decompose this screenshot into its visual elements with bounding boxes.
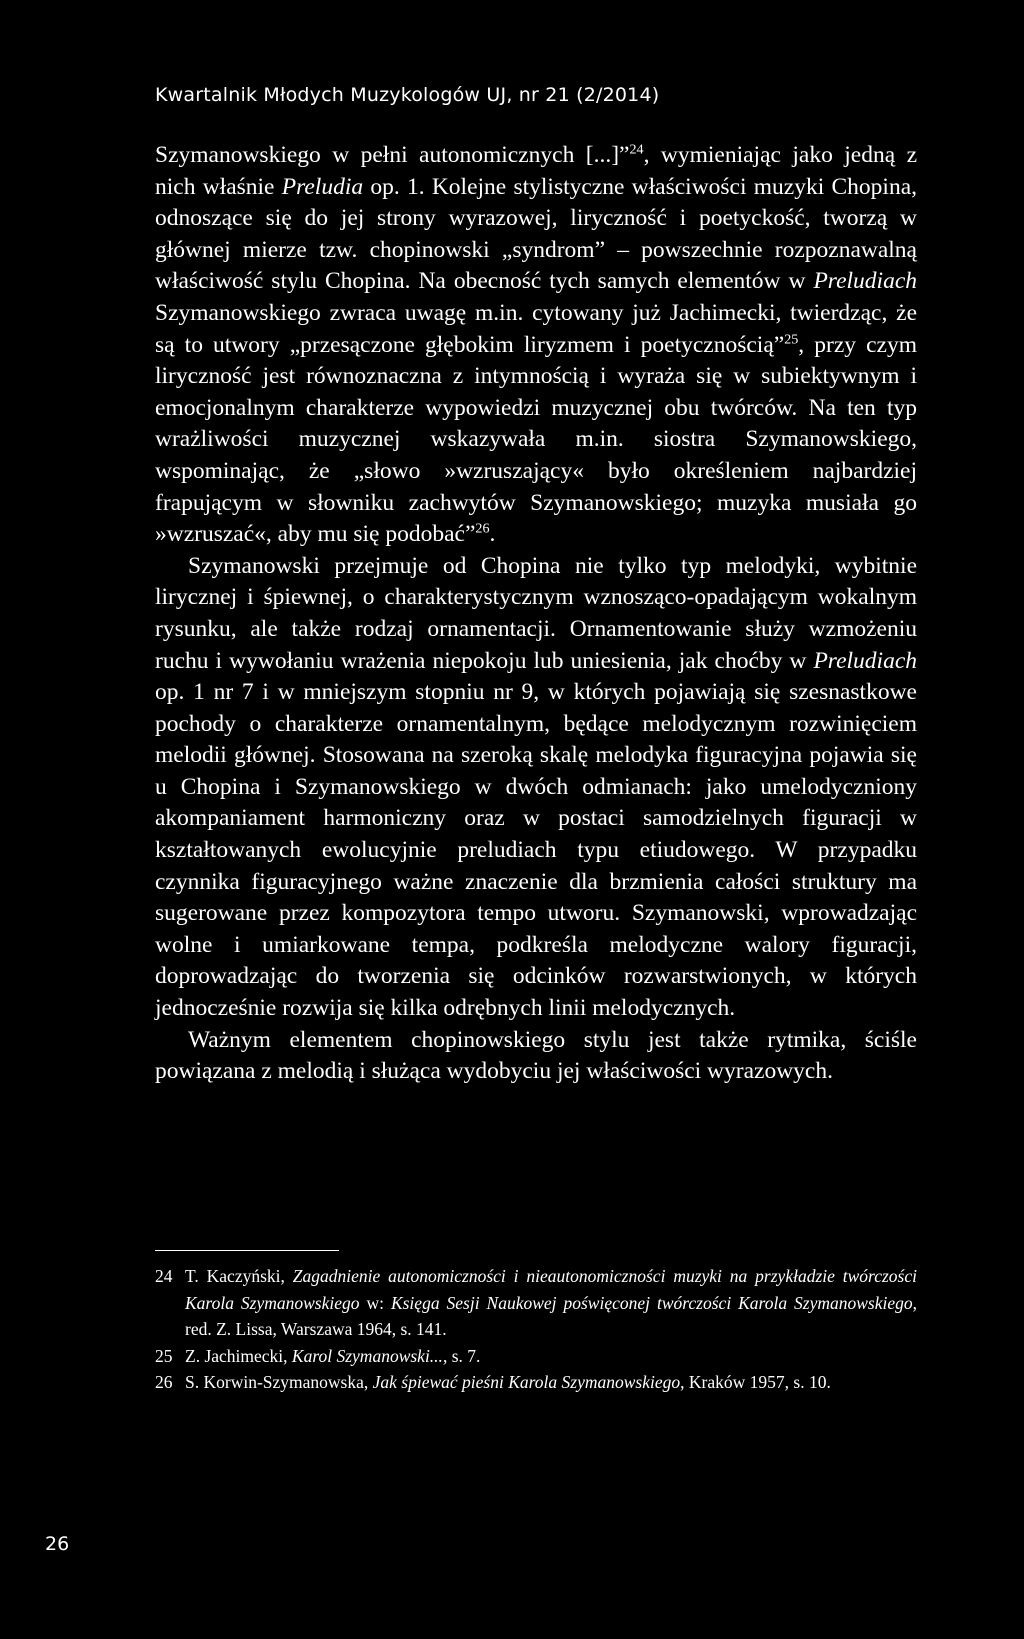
paragraph-1	[155, 140, 917, 551]
footnote-26	[155, 1369, 917, 1396]
italic-title: Księga Sesji Naukowej poświęconej twórczości Karola Szymanowskiego	[390, 1292, 913, 1313]
text-run: , Kraków 1957, s. 10.	[680, 1372, 831, 1392]
footnote-25	[155, 1343, 917, 1370]
footnote-ref-25[interactable]: 25	[784, 331, 799, 348]
italic-title: Zagadnienie autonomiczności i nieautonomiczności muzyki na przykładzie twórczości Karola Szymanowskiego	[185, 1266, 917, 1313]
footnote-number: 25	[155, 1345, 173, 1366]
italic-title: Karol Szymanowski...	[291, 1345, 443, 1366]
text-run: w:	[359, 1292, 391, 1313]
text-run: , przy czym liryczność jest równoznaczna z intymnością i wyraża się w subiektywnym i emocjonalnym charakterze wypowiedzi muzycznej obu twórców. Na ten typ wrażliwości muzycznej wskazywała m.in. siostra Szymanowskiego, wspominając, że „słowo »wzruszający« było określeniem najbardziej frapującym w słowniku zachwytów Szymanowskiego; muzyka musiała go »wzruszać«, aby mu się podobać”	[155, 331, 917, 548]
italic-title: Preludiach	[813, 647, 917, 674]
footnote-24	[155, 1263, 917, 1343]
text-run: .	[489, 521, 496, 548]
text-run: Szymanowski przejmuje od Chopina nie tylko typ melodyki, wybitnie lirycznej i śpiewnej, o charakterystycznym wznosząco-opadającym wokalnym rysunku, ale także rodzaj ornamentacji. Ornamentowanie służy wzmożeniu ruchu i wywołaniu wrażenia niepokoju lub uniesienia, jak choćby w	[155, 552, 917, 674]
text-run: Szymanowskiego zwraca uwagę m.in. cytowany już Jachimecki, twierdząc, że są to utwory „przesączone głębokim liryzmem i poetycznością”	[155, 299, 917, 358]
running-header: Kwartalnik Młodych Muzykologów UJ, nr 21 (2/2014)	[155, 84, 660, 106]
text-run: T. Kaczyński,	[185, 1266, 293, 1286]
footnote-ref-24[interactable]: 24	[629, 141, 644, 158]
text-run: S. Korwin-Szymanowska,	[185, 1372, 373, 1392]
paragraph-2	[155, 551, 917, 1025]
main-text	[155, 140, 917, 1088]
footnote-text	[185, 1343, 917, 1370]
italic-title: Preludia	[281, 173, 364, 200]
paragraph-3	[155, 1025, 917, 1088]
italic-title: Jak śpiewać pieśni Karola Szymanowskiego	[372, 1372, 681, 1392]
footnote-text	[185, 1369, 917, 1396]
text-run: op. 1 nr 7 i w mniejszym stopniu nr 9, w których pojawiają się szesnastkowe pochody o charakterze ornamentalnym, będące melodycznym rozwinięciem melodii głównej. Stosowana na szeroką skalę melodyka figuracyjna pojawia się u Chopina i Szymanowskiego w dwóch odmianach: jako umelodyczniony akompaniament harmoniczny oraz w postaci samodzielnych figuracji w kształtowanych ewolucyjnie preludiach typu etiudowego. W przypadku czynnika figuracyjnego ważne znaczenie dla brzmienia całości struktury ma sugerowane przez kompozytora tempo utworu. Szymanowski, wprowadzając wolne i umiarkowane tempa, podkreśla melodyczne walory figuracji, doprowadzając do tworzenia się odcinków rozwarstwionych, w których jednocześnie rozwija się kilka odrębnych linii melodycznych.	[155, 679, 917, 1022]
text-run: Z. Jachimecki,	[185, 1345, 292, 1366]
text-run: Szymanowskiego w pełni autonomicznych [...]”	[155, 142, 630, 168]
footnote-text	[185, 1263, 917, 1343]
page-number: 26	[45, 1533, 70, 1555]
text-run: , wymieniając jako jedną z nich właśnie	[155, 142, 918, 200]
italic-title: Preludiach	[813, 268, 917, 295]
text-run: Ważnym elementem chopinowskiego stylu jest także rytmika, ściśle powiązana z melodią i służąca wydobyciu jej właściwości wyrazowych.	[155, 1026, 917, 1085]
footnote-ref-26[interactable]: 26	[475, 520, 490, 537]
text-run: op. 1. Kolejne stylistyczne właściwości muzyki Chopina, odnoszące się do jej strony wyrazowej, liryczność i poetyckość, tworzą w głównej mierze tzw. chopinowski „syndrom” – powszechnie rozpoznawalną właściwość stylu Chopina. Na obecność tych samych elementów w	[155, 173, 917, 295]
text-run: , s. 7.	[442, 1345, 481, 1366]
footnote-number: 26	[155, 1372, 173, 1392]
footnotes	[155, 1263, 917, 1396]
text-run: , red. Z. Lissa, Warszawa 1964, s. 141.	[185, 1292, 918, 1339]
footnote-separator	[155, 1250, 339, 1251]
footnote-number: 24	[155, 1266, 173, 1286]
